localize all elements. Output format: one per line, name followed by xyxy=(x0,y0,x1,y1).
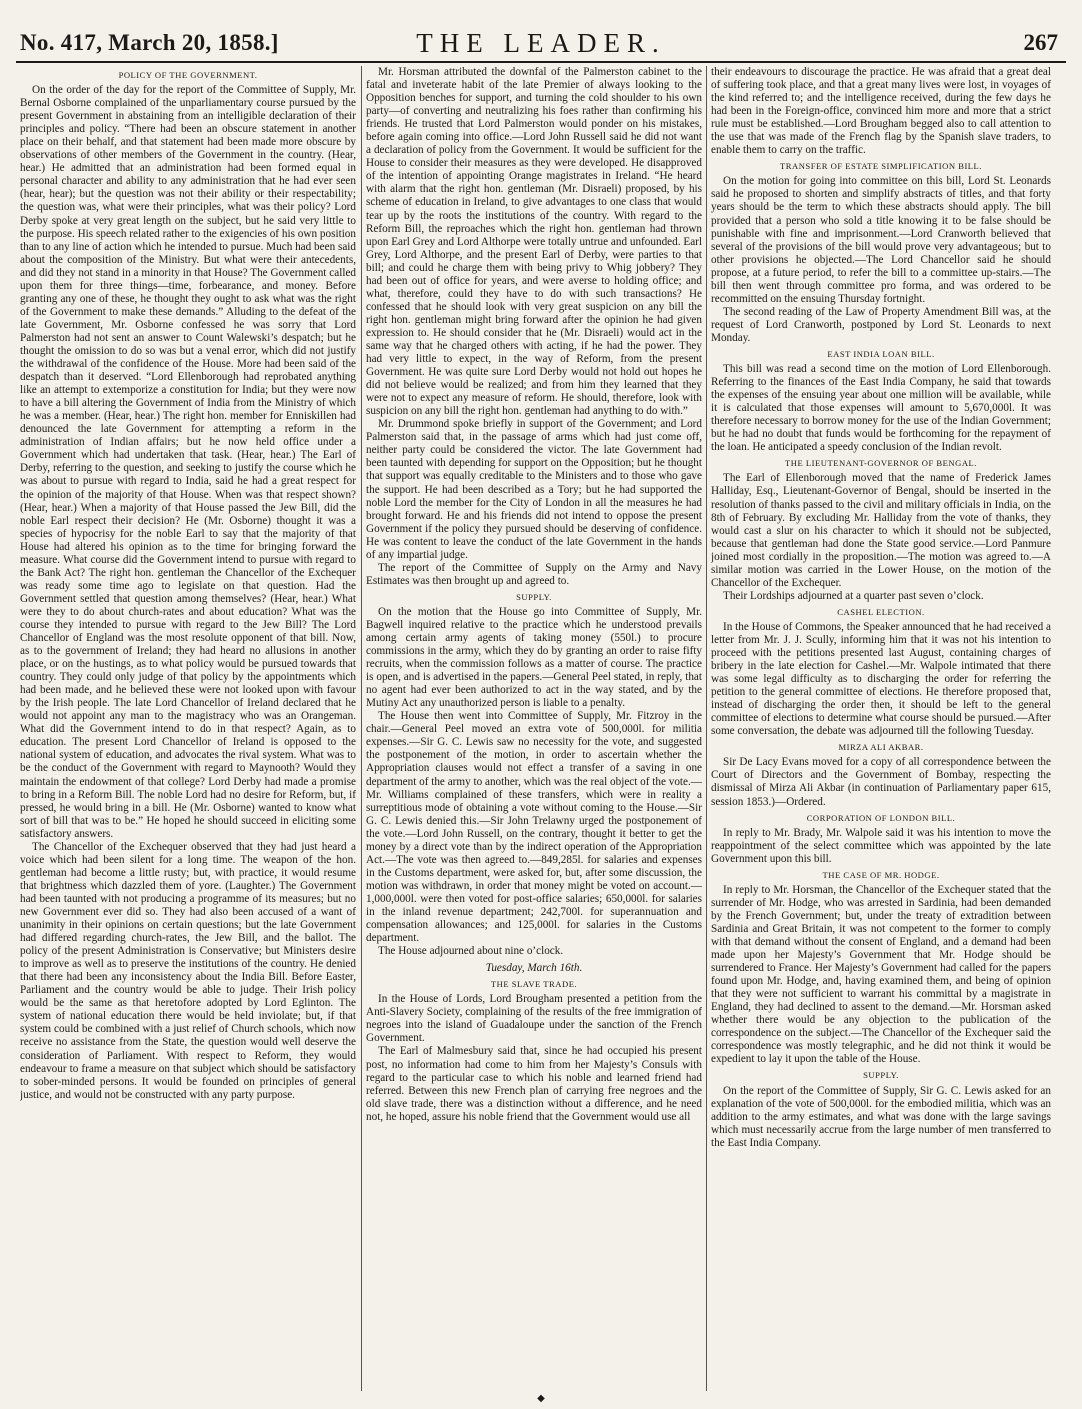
article-paragraph: On the motion for going into committee on this bill, Lord St. Leonards said he proposed to shorten and simplify abstracts of titles, and that forty years should be the term to which these abstracts should apply. The bill provided that a person who sold a title knowing it to be false should be punishable with fine and imprisonment.—Lord Cranworth believed that several of the provisions of the bill would prove very advantageous; but to other provisions he objected.—The Lord Chancellor said he should propose, at a future period, to refer the bill to a committee up-stairs.—The bill then went through committee pro forma, and was ordered to be recommitted on the ensuing Thursday fortnight. xyxy=(711,175,1051,305)
section-heading: THE CASE OF MR. HODGE. xyxy=(822,869,940,880)
section-heading: SUPPLY. xyxy=(863,1070,899,1081)
article-paragraph: The Earl of Ellenborough moved that the name of Frederick James Halliday, Esq., Lieutenant-Governor of Bengal, should be inserted in the resolution of thanks passed to the civil and military officials in India, on the 8th of February. By excluding Mr. Halliday from the vote of thanks, they would cast a slur on his character to which it should not be subjected, because that gentleman had done the State good service.—Lord Panmure joined most cordially in the proposition.—The motion was agreed to.—A similar motion was carried in the Lower House, on the motion of the Chancellor of the Exchequer. xyxy=(711,472,1051,589)
column-2 xyxy=(366,66,702,1391)
issue-dateline: No. 417, March 20, 1858.] xyxy=(20,30,279,55)
article-paragraph: On the report of the Committee of Supply, Sir G. C. Lewis asked for an explanation of the vote of 500,000l. for the embodied militia, which was an addition to the army estimates, and what was done with the large savings which must necessarily accrue from the large number of men transferred to the East India Company. xyxy=(711,1084,1051,1149)
page-ornament: ◆ xyxy=(537,1393,545,1404)
article-paragraph: Sir De Lacy Evans moved for a copy of all correspondence between the Court of Directors and the Government of Bombay, respecting the dismissal of Mirza Ali Akbar (in continuation of Parliamentary paper 615, session 1853.)—Ordered. xyxy=(711,756,1051,808)
section-heading: CASHEL ELECTION. xyxy=(837,606,925,617)
page-number: 267 xyxy=(1023,30,1058,55)
masthead xyxy=(0,0,1082,60)
article-paragraph: The House then went into Committee of Supply, Mr. Fitzroy in the chair.—General Peel moved an extra vote of 500,000l. for militia expenses.—Sir G. C. Lewis saw no necessity for the vote, and suggested the postponement of the motion, in order to ascertain whether the Appropriation clauses would not effect a transfer of a saving in one department of the army to another, which was the real object of the vote.—Mr. Williams complained of these transfers, which were in reality a surreptitious mode of obtaining a vote without coming to the House.—Sir G. C. Lewis denied this.—Sir John Trelawny urged the postponement of the vote.—Lord John Russell, on the contrary, thought it better to get the money by a direct vote than by the indirect operation of the Appropriation Act.—The vote was then agreed to.—849,285l. for salaries and expenses in the Customs department, were asked for, but, after some discussion, the motion was withdrawn, in order that money might be voted on account.—1,000,000l. were then voted for post-office salaries; 650,000l. for salaries in the inland revenue department; 242,700l. for superannuation and compensation allowances; and 125,000l. for salaries in the Customs department. xyxy=(366,710,702,945)
article-paragraph: In the House of Lords, Lord Brougham presented a petition from the Anti-Slavery Society, complaining of the results of the free immigration of negroes into the island of Guadaloupe under the sanction of the French Government. xyxy=(366,993,702,1045)
masthead-rule xyxy=(16,61,1066,63)
article-paragraph: The report of the Committee of Supply on the Army and Navy Estimates was then brought up and agreed to. xyxy=(366,561,702,587)
article-paragraph: Their Lordships adjourned at a quarter past seven o’clock. xyxy=(723,589,984,602)
column-3 xyxy=(711,66,1051,1391)
article-paragraph: In reply to Mr. Brady, Mr. Walpole said it was his intention to move the reappointment of the select committee which was appointed by the late Government upon this bill. xyxy=(711,826,1051,865)
section-heading: CORPORATION OF LONDON BILL. xyxy=(806,812,956,823)
section-heading: EAST INDIA LOAN BILL. xyxy=(827,348,935,359)
article-paragraph: The Chancellor of the Exchequer observed that they had just heard a voice which had been silent for a long time. The weapon of the hon. gentleman had become a little rusty; but, with practice, it would resume that brightness which dazzled them of yore. (Laughter.) The Government had been taunted with not producing a programme of its measures; but no new Government ever did so. They had also been accused of a want of unanimity in their opinions on certain questions; but the late Government had differed regarding church-rates, the Jew Bill, and the ballot. The policy of the present Administration is Conservative; but Ministers desire to improve as well as to preserve the institutions of the country. He denied that there had been any inconsistency about the India Bill. Before Easter, Parliament and the country would be able to judge. Their Irish policy would be the same as that heretofore adopted by Lord Eglinton. The system of national education there would be held inviolate; but, if that system could be combined with a just relief of Church schools, which now receive no assistance from the State, the question would well deserve the consideration of Parliament. With respect to Reform, they would endeavour to frame a measure on that subject which should be satisfactory to sober-minded persons. It would be founded on principles of general justice, and would not be constructed with any party purpose. xyxy=(20,840,356,1101)
article-paragraph: The House adjourned about nine o’clock. xyxy=(378,945,564,958)
newspaper-title: THE LEADER. xyxy=(416,28,666,58)
article-paragraph: The second reading of the Law of Property Amendment Bill was, at the request of Lord Cranworth, postponed by Lord St. Leonards to next Monday. xyxy=(711,305,1051,344)
column-1 xyxy=(20,66,356,1391)
section-heading: POLICY OF THE GOVERNMENT. xyxy=(118,70,258,80)
section-heading: TRANSFER OF ESTATE SIMPLIFICATION BILL. xyxy=(780,161,982,172)
dateline: Tuesday, March 16th. xyxy=(485,962,583,975)
article-paragraph: In reply to Mr. Horsman, the Chancellor of the Exchequer stated that the surrender of Mr. Hodge, who was arrested in Sardinia, had been demanded by the French Government; but, under the treaty of extradition between Sardinia and Great Britain, it was not competent to the former to comply with that demand without the consent of England, and a demand had been made upon her Majesty’s Government that Mr. Hodge should be surrendered to France. Her Majesty’s Government had called for the papers found upon Mr. Hodge, and, having examined them, and being of opinion that they were not sufficient to warrant his committal by a magistrate in England, they had declined to assent to the demand.—Mr. Horsman asked whether there would be any objection to the publication of the correspondence on the subject.—The Chancellor of the Exchequer said the correspondence was mostly telegraphic, and he did not think it would be expedient to lay it upon the table of the House. xyxy=(711,883,1051,1066)
section-heading: SUPPLY. xyxy=(516,591,552,602)
article-paragraph: On the motion that the House go into Committee of Supply, Mr. Bagwell inquired relative to the practice which he understood prevails among certain army agents of taking money (550l.) to procure commissions in the army, which they do by granting an order to raise fifty recruits, when the commission follows as a matter of course. The practice is open, and is advertised in the papers.—General Peel stated, in reply, that no agent had ever been authorized to act in the way stated, and by the Mutiny Act any unauthorized person is liable to a penalty. xyxy=(366,605,702,710)
article-paragraph: This bill was read a second time on the motion of Lord Ellenborough. Referring to the finances of the East India Company, he said that towards the expenses of the ensuing year about one million will be available, while it is calculated that those expenses will amount to 5,670,000l. It was therefore necessary to borrow money for the use of the Indian Government; but he had no doubt that funds would be forthcoming for the repayment of the loan. He anticipated a speedy conclusion of the Indian revolt. xyxy=(711,363,1051,454)
article-paragraph: On the order of the day for the report of the Committee of Supply, Mr. Bernal Osborne complained of the unparliamentary course pursued by the present Government in abstaining from an intelligible declaration of their principles and policy. “There had been an obscure statement in another place on their behalf, and that statement had been made more obscure by observations of other members of the Government in the country. (Hear, hear.) He admitted that an administration had been formed equal in personal character and ability to any administration that he had ever seen (hear, hear); but the question was not their ability or their respectability; the question was, what were their principles, what was their policy? Lord Derby spoke at very great length on the subject, but he said very little to the purpose. His speech related rather to the exigencies of his own position than to any line of action which he intended to pursue. Much had been said about the composition of the Ministry. But what were their antecedents, and did they not stand in a minority in that House? The Government called upon them for three things—time, forbearance, and money. Before granting any one of these, he thought they ought to ask what was the right of the Government to make these demands.” Alluding to the defeat of the late Government, Mr. Osborne confessed he was sorry that Lord Palmerston had not sent an answer to Count Walewski’s despatch; but he thought the omission to do so was but a venal error, which did not justify the withdrawal of the confidence of the House. More had been said of the despatch than it deserved. “Lord Ellenborough had reprobated anything like an attempt to extemporize a constitution for India; but they were now to have a bill altering the Government of India from the Ministry of which he was a member. (Hear, hear.) The right hon. member for Enniskillen had denounced the late Government for attempting a reform in the administration of Indian affairs; but he now held office under a Government which had undertaken that task. (Hear, hear.) The Earl of Derby, referring to the question, and seeking to justify the course which he was about to pursue with regard to India, said he had a great respect for the opinion of the majority of that House. When was that respect shown? (Hear, hear.) When a majority of that House passed the Jew Bill, did the noble Earl respect their decision? He (Mr. Osborne) thought it was a species of hypocrisy for the noble Earl to say that the majority of that House had altered his opinion as to the time for bringing forward the measure. What course did the Government intend to pursue with regard to the Bank Act? The right hon. gentleman the Chancellor of the Exchequer was ready some time ago to legislate on that question. Had the Government settled that question among themselves? (Hear, hear.) What were they to do about church-rates and about education? What was the course they intended to pursue with regard to the Jew Bill? The Lord Chancellor of England was the most resolute opponent of that bill. Now, as to the government of Ireland; they had heard no allusions in another place, or on the hustings, as to what policy would be pursued towards that country. They could only judge of that policy by the appointments which had been made, and he believed these were not looked upon with favour by the Irish people. The late Lord Chancellor of Ireland declared that he would not appoint any man to the magistracy who was an Orangeman. What did the Government intend to do in that respect? Again, as to education. The present Lord Chancellor of Ireland is opposed to the national system of education, and advocates the rival system. What was to be the conduct of the Government with regard to Maynooth? Would they maintain the endowment of that college? Lord Derby had made a promise to bring in a Reform Bill. The noble Lord had no desire for Reform, but, if pressed, he would bring in a bill. He (Mr. Osborne) wanted to know what sort of bill that was to be.” He hoped he should succeed in eliciting some satisfactory answers. xyxy=(20,84,356,840)
section-heading: THE SLAVE TRADE. xyxy=(490,979,578,990)
section-heading: THE LIEUTENANT-GOVERNOR OF BENGAL. xyxy=(785,458,977,469)
article-paragraph: Mr. Drummond spoke briefly in support of the Government; and Lord Palmerston said that, in the passage of arms which had just come off, neither party could be considered the victor. The late Government had been taunted with depending for support on the Opposition; but he thought that support was equally creditable to the Ministers and to those who gave the support. He had been described as a Tory; but he had supported the noble Lord the member for the City of London in all the measures he had brought forward. He and his friends did not intend to oppose the present Government if the policy they pursued should be deserving of confidence. He was content to leave the conduct of the late Government in the hands of any impartial judge. xyxy=(366,418,702,561)
article-paragraph: Mr. Horsman attributed the downfal of the Palmerston cabinet to the fatal and inveterate habit of the late Premier of always looking to the Opposition benches for support, and turning the cold shoulder to his own party—of converting and neutralizing his foes rather than confirming his friends. He trusted that Lord Palmerston would ponder on his mistakes, before again coming into office.—Lord John Russell said he did not want a declaration of policy from the Government. It would be sufficient for the House to consider their measures as they were developed. He disapproved of the intention of appointing Orange magistrates in Ireland. “He heard with alarm that the right hon. gentleman (Mr. Disraeli) proposed, by his scheme of education in Ireland, to give advantages to one class that would tear up by the roots the institutions of the country. With regard to the Reform Bill, the reproaches which the right hon. gentleman had thrown upon Earl Grey and Lord Althorpe were totally untrue and unfounded. Earl Grey, Lord Althorpe, and the present Earl of Derby, were parties to that bill; and could he charge them with being privy to Whig jobbery? They had been out of office for years, and were averse to holding office; and what, therefore, could they have to do with such transactions? He confessed that he should look with very great suspicion on any bill the right hon. gentleman might bring forward after the opinion he had given expression to. He should consider that he (Mr. Disraeli) would act in the same way that he charged others with acting, if he had the power. They had very little to expect, in the way of Reform, from the present Government. He was quite sure Lord Derby would not hold out hopes he did not believe would be realized; and from him they learned that they were not to expect any measure of reform. He should, therefore, look with suspicion on any bill the right hon. gentleman had anything to do with.” xyxy=(366,66,702,418)
column-divider xyxy=(361,66,362,1391)
article-paragraph: In the House of Commons, the Speaker announced that he had received a letter from Mr. J. J. Scully, informing him that it was not his intention to proceed with the petitions presented last August, containing charges of bribery in the late election for Cashel.—Mr. Walpole intimated that there was some legal difficulty as to discharging the order for referring the petition to the general committee of elections. He therefore proposed that, instead of discharging the order then, it should be left to the general committee of elections to determine what course should be pursued.—After some conversation, the debate was adjourned till the following Tuesday. xyxy=(711,620,1051,738)
section-heading: MIRZA ALI AKBAR. xyxy=(838,742,924,753)
column-divider xyxy=(706,66,707,1391)
article-paragraph: their endeavours to discourage the practice. He was afraid that a great deal of suffering took place, and that a great many lives were lost, in voyages of the kind referred to; and the intelligence received, during the few days he had been in the Foreign-office, convinced him more and more that a strict rule must be established.—Lord Brougham begged also to call attention to the use that was made of the French flag by the Spanish slave traders, to enable them to carry on the traffic. xyxy=(711,66,1051,157)
article-paragraph: The Earl of Malmesbury said that, since he had occupied his present post, no information had come to him from her Majesty’s Consuls with regard to the particular case to which his noble and learned friend had referred. Between this new French plan of carrying free negroes and the old slave trade, there was a distinction without a difference, and he need not, he hoped, assure his noble friend that the Government would use all xyxy=(366,1045,702,1123)
